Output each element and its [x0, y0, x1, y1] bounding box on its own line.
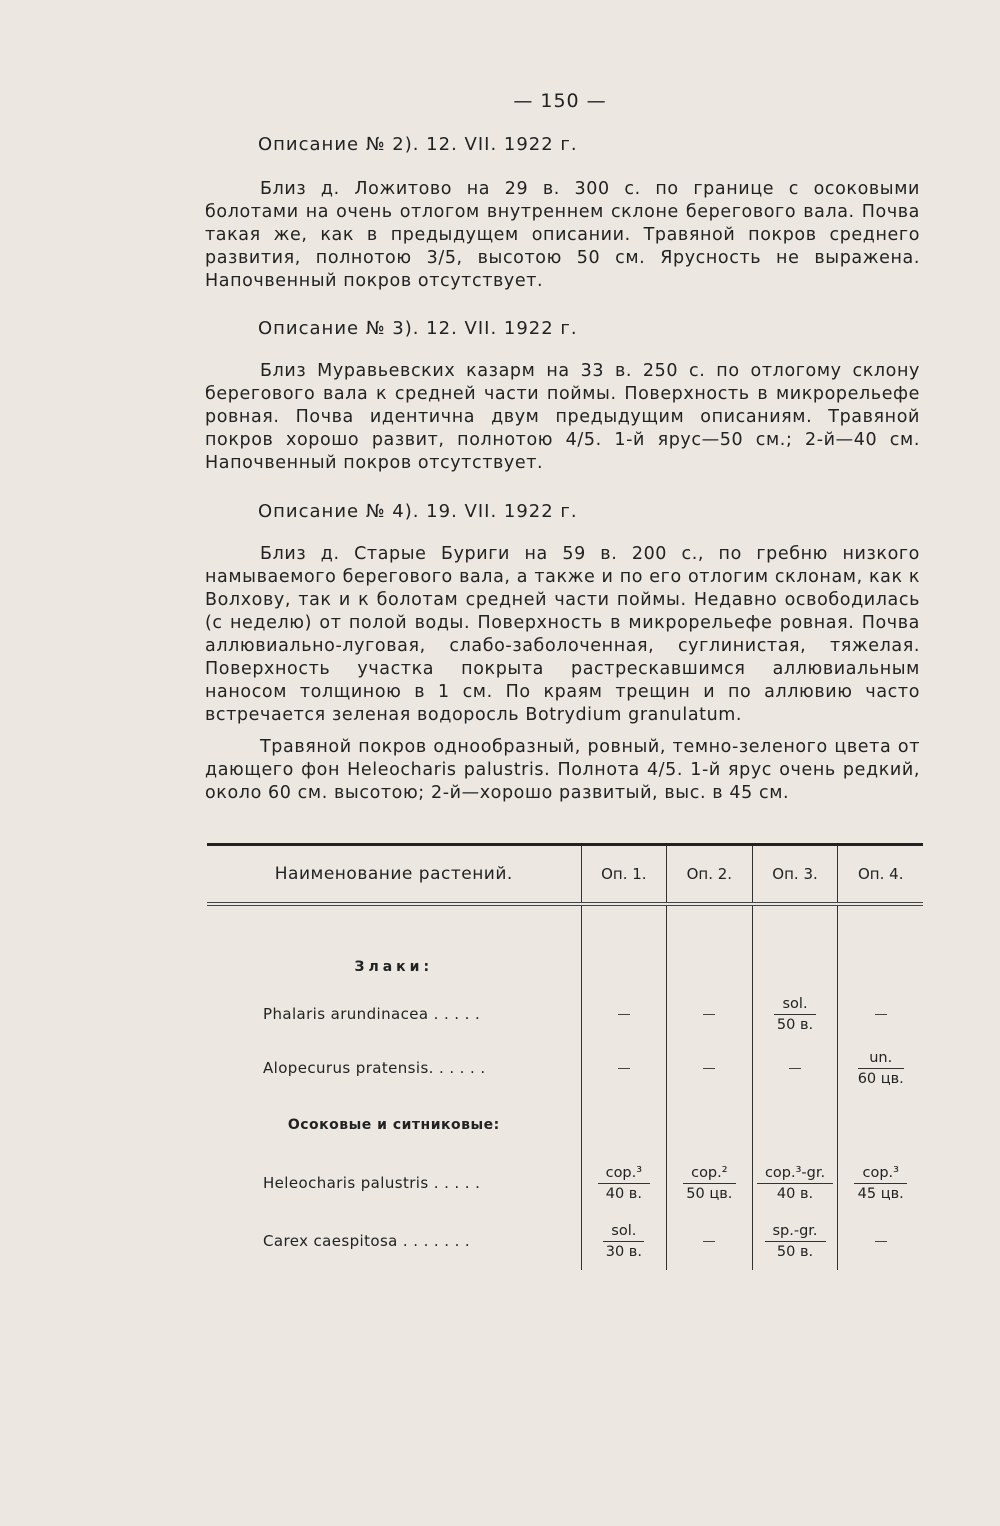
plant-name: Phalaris arundinacea . . . . . — [263, 1005, 481, 1023]
empty-dash — [875, 1014, 887, 1015]
value-fraction: $\frac{sp.-gr.}{50 в.}$ — [765, 1222, 826, 1261]
description-4-text — [205, 543, 920, 805]
empty-dash — [875, 1241, 887, 1242]
value-fraction: $\frac{\text{cop.²}}{50 цв.}$ — [683, 1164, 735, 1203]
value-fraction: $\frac{\text{cop.³}}{40 в.}$ — [598, 1164, 650, 1203]
plants-table — [207, 843, 923, 1270]
table-row — [207, 1212, 923, 1270]
plant-name: Alopecurus pratensis. . . . . . — [263, 1059, 486, 1077]
table-row — [207, 988, 923, 1040]
description-4-paragraph-1: Близ д. Старые Буриги на 59 в. 200 с., по гребню низкого намываемого берегового вала, а также и по его отлогим склонам, как к Волхову, так и к болотам средней части поймы. Недавно освободилась (с неделю) от полой воды. Поверхность в микрорельефе ровная. Почва аллювиально-луговая, слабо-заболоченная, суглинистая, тяжелая. Поверхность участка покрыта растрескавшимся аллювиальным наносом толщиною в 1 см. По краям трещин и по аллювию часто встречается зеленая водоросль Botrydium granulatum. — [205, 544, 920, 725]
value-fraction: $\frac{\text{cop.³}}{45 цв.}$ — [854, 1164, 906, 1203]
description-3-text — [205, 360, 920, 475]
description-2-paragraph: Близ д. Ложитово на 29 в. 300 с. по границе с осоковыми болотами на очень отлогом внутреннем склоне берегового вала. Почва такая же, как в предыдущем описании. Травяной покров среднего развития, полнотою 3/5, высотою 50 см. Ярусность не выражена. Напочвенный покров отсутствует. — [205, 179, 920, 291]
header-op3: Оп. 3. — [752, 845, 838, 905]
description-3-heading: Описание № 3). 12. VII. 1922 г. — [258, 318, 578, 339]
header-plant-name: Наименование растений. — [207, 845, 581, 905]
description-2-heading: Описание № 2). 12. VII. 1922 г. — [258, 134, 578, 155]
table-row-group-1 — [207, 904, 923, 988]
value-fraction: $\frac{\text{cop.³-gr.}}{40 в.}$ — [757, 1164, 833, 1203]
header-op1: Оп. 1. — [581, 845, 667, 905]
header-op4: Оп. 4. — [838, 845, 923, 905]
empty-dash — [703, 1014, 715, 1015]
page-number: — 150 — — [513, 90, 607, 112]
table-row-group-2 — [207, 1096, 923, 1154]
plant-name: Carex caespitosa . . . . . . . — [263, 1232, 471, 1250]
description-4-paragraph-2: Травяной покров однообразный, ровный, темно-зеленого цвета от дающего фон Heleocharis palustris. Полнота 4/5. 1-й ярус очень редкий, около 60 см. высотою; 2-й—хорошо развитый, выс. в 45 см. — [205, 737, 920, 803]
table-row — [207, 1040, 923, 1096]
value-fraction: $\frac{\text{sol.}}{50 в.}$ — [774, 995, 815, 1034]
description-3-paragraph: Близ Муравьевских казарм на 33 в. 250 с. по отлогому склону берегового вала к средней части поймы. Поверхность в микрорельефе ровная. Почва идентична двум предыдущим описаниям. Травяной покров хорошо развит, полнотою 4/5. 1-й ярус—50 см.; 2-й—40 см. Напочвенный покров отсутствует. — [205, 361, 920, 473]
description-2-text — [205, 178, 920, 293]
table-row — [207, 1154, 923, 1212]
header-op2: Оп. 2. — [667, 845, 753, 905]
empty-dash — [703, 1241, 715, 1242]
value-fraction: $\frac{\text{sol.}}{30 в.}$ — [603, 1222, 644, 1261]
empty-dash — [618, 1068, 630, 1069]
value-fraction: $\frac{un.}{60 цв.}$ — [857, 1049, 904, 1087]
table-header-row — [207, 845, 923, 905]
empty-dash — [618, 1014, 630, 1015]
group-cereals: Злаки: — [354, 959, 434, 975]
description-4-heading: Описание № 4). 19. VII. 1922 г. — [258, 501, 578, 522]
empty-dash — [703, 1068, 715, 1069]
empty-dash — [789, 1068, 801, 1069]
plant-name: Heleocharis palustris . . . . . — [263, 1174, 481, 1192]
group-sedges-rushes: Осоковые и ситниковые: — [287, 1117, 500, 1133]
